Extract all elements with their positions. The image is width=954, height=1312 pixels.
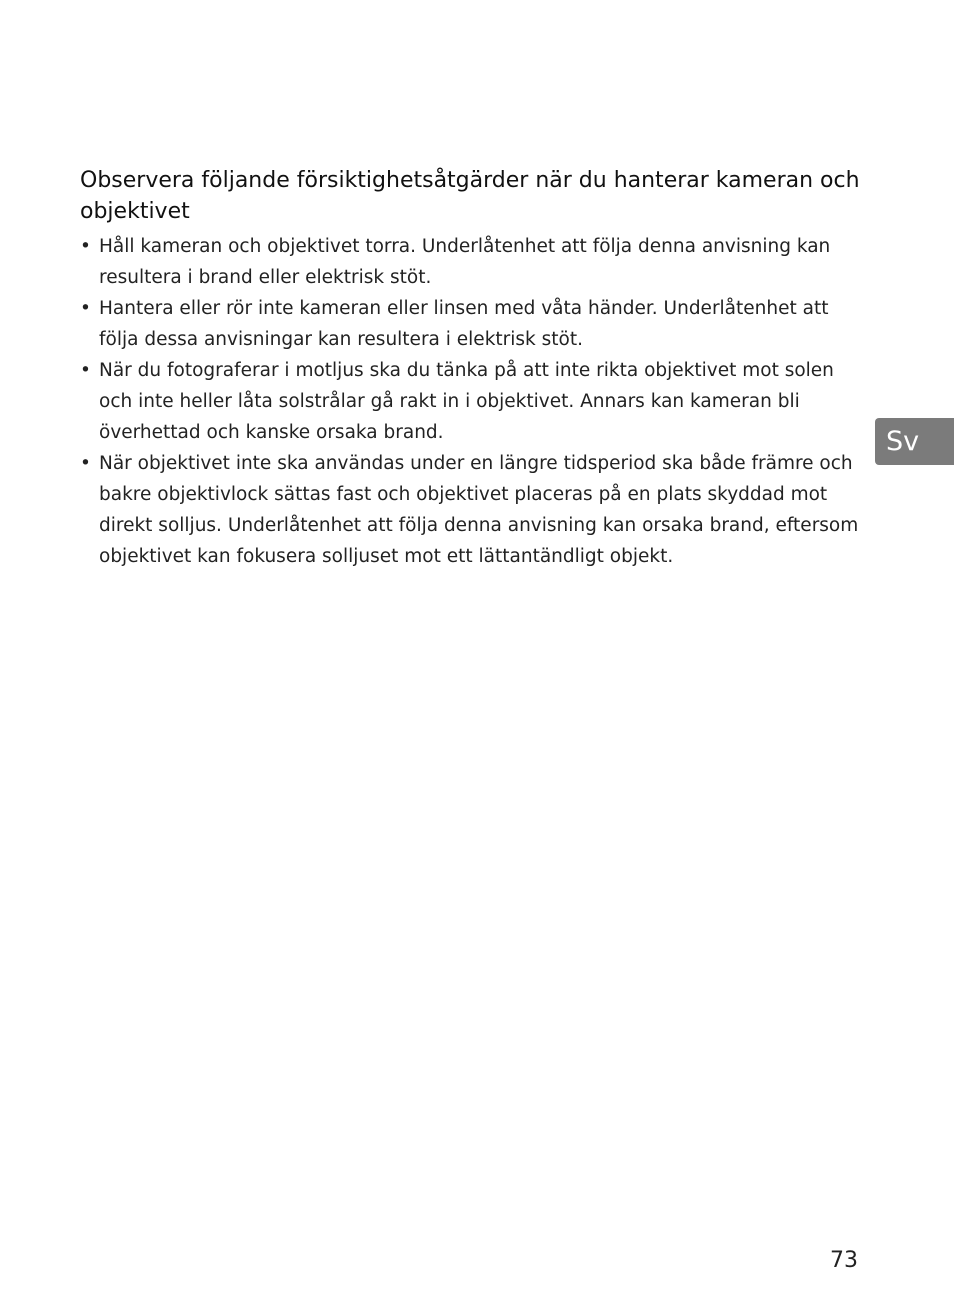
list-item-text: När objektivet inte ska användas under en längre tidsperiod ska både främre och bakre objektivlock sättas fast och objektivet placeras på en plats skyddad mot direkt solljus. Underlåtenhet att följa denna anvisning kan orsaka brand, eftersom objektivet kan fokusera solljuset mot ett lättantändligt objekt. <box>99 453 859 567</box>
page-number: 73 <box>830 1248 858 1273</box>
bullet-icon: • <box>80 453 91 474</box>
list-item-text: När du fotograferar i motljus ska du tänka på att inte rikta objektivet mot solen och inte heller låta solstrålar gå rakt in i objektivet. Annars kan kameran bli överhettad och kanske orsaka brand. <box>99 360 834 443</box>
precautions-list <box>80 231 870 572</box>
list-item <box>80 355 870 448</box>
section-heading: Observera följande försiktighetsåtgärder när du hanterar kameran och objektivet <box>80 168 860 224</box>
list-item-text: Håll kameran och objektivet torra. Underlåtenhet att följa denna anvisning kan resultera i brand eller elektrisk stöt. <box>99 236 831 288</box>
list-item-text: Hantera eller rör inte kameran eller linsen med våta händer. Underlåtenhet att följa dessa anvisningar kan resultera i elektrisk stöt. <box>99 298 829 350</box>
main-content <box>80 165 870 572</box>
list-item <box>80 293 870 355</box>
language-tab: Sv <box>875 418 954 465</box>
list-item <box>80 231 870 293</box>
bullet-icon: • <box>80 360 91 381</box>
bullet-icon: • <box>80 236 91 257</box>
bullet-icon: • <box>80 298 91 319</box>
list-item <box>80 448 870 572</box>
